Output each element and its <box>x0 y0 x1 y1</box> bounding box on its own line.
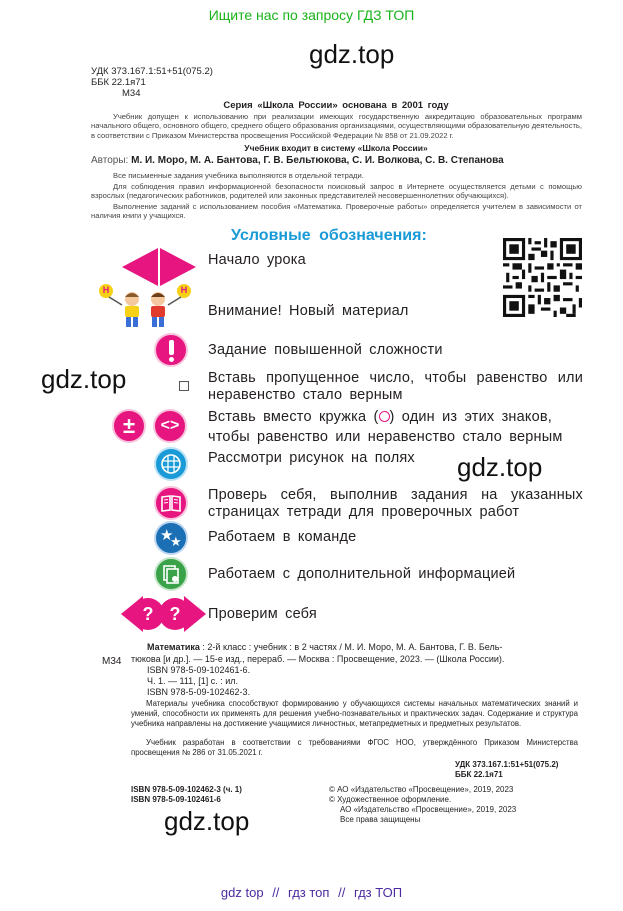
legend-insert-sign-part-a: Вставь вместо кружка ( <box>208 409 379 425</box>
copyright-4: Все права защищены <box>340 815 421 824</box>
biblio-line-5: ISBN 978-5-09-102462-3. <box>147 687 251 697</box>
note-3: Выполнение заданий с использованием пособия «Математика. Проверочные работы» определяется учителем в зависимости от наличия книги у учащихся. <box>91 202 582 221</box>
kid-badge-right: Н <box>180 285 188 295</box>
udk-right: УДК 373.167.1:51+51(075.2) <box>455 760 559 769</box>
watermark-bottom: gdz.top <box>164 806 250 836</box>
check-right-arrow-icon <box>184 596 206 632</box>
authors-names: М. И. Моро, М. А. Бантова, Г. В. Бельтюкова, С. И. Волкова, С. В. Степанова <box>131 155 504 166</box>
legend-check: Проверим себя <box>208 606 317 622</box>
watermark-top: gdz.top <box>309 39 395 69</box>
legend-team: Работаем в команде <box>208 529 357 545</box>
authors-line <box>91 155 504 166</box>
biblio-line-2: тюкова [и др.]. — 15-е изд., перераб. — Москва : Просвещение, 2023. — (Школа России). <box>131 654 505 664</box>
biblio-line-1-rest: : 2-й класс : учебник : в 2 частях / М. И. Моро, М. А. Бантова, Г. В. Бель- <box>199 642 503 652</box>
document-info-icon <box>154 557 188 591</box>
system-line: Учебник входит в систему «Школа России» <box>244 143 428 153</box>
footer-separator-2: // <box>338 885 346 900</box>
bbk-line: ББК 22.1я71 <box>91 77 146 88</box>
footer-separator-1: // <box>272 885 280 900</box>
legend-title: Условные обозначения: <box>231 227 427 244</box>
header-search-link[interactable]: Ищите нас по запросу ГДЗ ТОП <box>208 7 415 23</box>
qr-code-icon[interactable] <box>503 238 582 317</box>
biblio-line-4: Ч. 1. — 111, [1] с. : ил. <box>147 676 238 686</box>
watermark-left: gdz.top <box>41 364 127 394</box>
biblio-m34: М34 <box>102 656 122 667</box>
copyright-2: © Художественное оформление. <box>329 795 452 804</box>
authors-label: Авторы: <box>91 155 129 166</box>
legend-insert-sign <box>208 409 552 426</box>
footer-link-1[interactable]: gdz top <box>220 885 264 900</box>
footer-link-3[interactable]: гдз ТОП <box>353 885 403 900</box>
question-left-icon: ? <box>132 598 164 630</box>
footer-links <box>0 885 623 900</box>
book-icon <box>154 486 188 520</box>
exclamation-icon <box>154 333 188 367</box>
legend-insert-sign-line2: чтобы равенство или неравенство стало верным <box>208 429 563 445</box>
m-code: М34 <box>122 88 141 99</box>
copyright-1: © АО «Издательство «Просвещение», 2019, 2023 <box>329 785 514 794</box>
team-stars-icon: ★ ★ <box>154 521 188 555</box>
watermark-right: gdz.top <box>457 452 543 482</box>
globe-grid-icon <box>154 447 188 481</box>
legend-margins: Рассмотри рисунок на полях <box>208 450 415 466</box>
legend-insert-sign-part-b: ) один из этих знаков, <box>389 409 552 425</box>
footer-link-2[interactable]: гдз топ <box>288 885 330 900</box>
empty-box-icon <box>179 381 189 391</box>
approval-text: Учебник допущен к использованию при реализации имеющих государственную аккредитацию образовательных программ начального общего, основного общего, среднего общего образования организациями, осуществляющими образовательную деятельность, в соответствии с Приказом Министерства просвещения Российской Федерации № 858 от 21.09.2022 г. <box>91 112 582 140</box>
bbk-right: ББК 22.1я71 <box>455 770 503 779</box>
lesson-start-right-arrow-icon <box>160 248 196 286</box>
udk-line: УДК 373.167.1:51+51(075.2) <box>91 66 213 77</box>
note-1: Все письменные задания учебника выполняются в отдельной тетради. <box>113 171 364 180</box>
lesson-start-left-arrow-icon <box>122 248 158 286</box>
compare-signs-icon: <> <box>153 409 187 443</box>
biblio-line-3: ISBN 978-5-09-102461-6. <box>147 665 251 675</box>
plus-minus-icon: ± <box>112 409 146 443</box>
note-2: Для соблюдения правил информационной безопасности поисковый запрос в Интернете осуществляется детьми с помощью взрослых (педагогических работников, родителей или законных представителей несовершеннолетних обучающихся). <box>91 182 582 201</box>
legend-check-workbook: Проверь себя, выполнив задания на указанных страницах тетради для проверочных работ <box>208 487 583 520</box>
abstract-text: Материалы учебника способствуют формированию у обучающихся системы начальных математических знаний и умений, способности их применять для решения учебно-познавательных и практических задач. Содержание и структура учебника направлены на достижение учащимися личностных, метапредметных и предметных результатов. <box>131 699 578 728</box>
legend-start: Начало урока <box>208 252 306 268</box>
question-right-icon: ? <box>159 598 191 630</box>
legend-hard: Задание повышенной сложности <box>208 342 443 358</box>
isbn-2: ISBN 978-5-09-102461-6 <box>131 795 221 804</box>
kid-badge-left: Н <box>102 285 110 295</box>
copyright-3: АО «Издательство «Просвещение», 2019, 2023 <box>340 805 517 814</box>
legend-info: Работаем с дополнительной информацией <box>208 566 516 582</box>
series-line: Серия «Школа России» основана в 2001 году <box>223 100 449 111</box>
legend-insert-number: Вставь пропущенное число, чтобы равенство или неравенство стало верным <box>208 370 583 403</box>
fgos-text: Учебник разработан в соответствии с требованиями ФГОС НОО, утверждённого Приказом Министерства просвещения № 286 от 31.05.2021 г. <box>131 738 578 757</box>
biblio-line-1 <box>147 642 502 653</box>
isbn-1: ISBN 978-5-09-102462-3 (ч. 1) <box>131 785 242 794</box>
biblio-title: Математика <box>147 642 200 652</box>
legend-new-material: Внимание! Новый материал <box>208 303 409 319</box>
small-circle-icon <box>379 411 390 422</box>
